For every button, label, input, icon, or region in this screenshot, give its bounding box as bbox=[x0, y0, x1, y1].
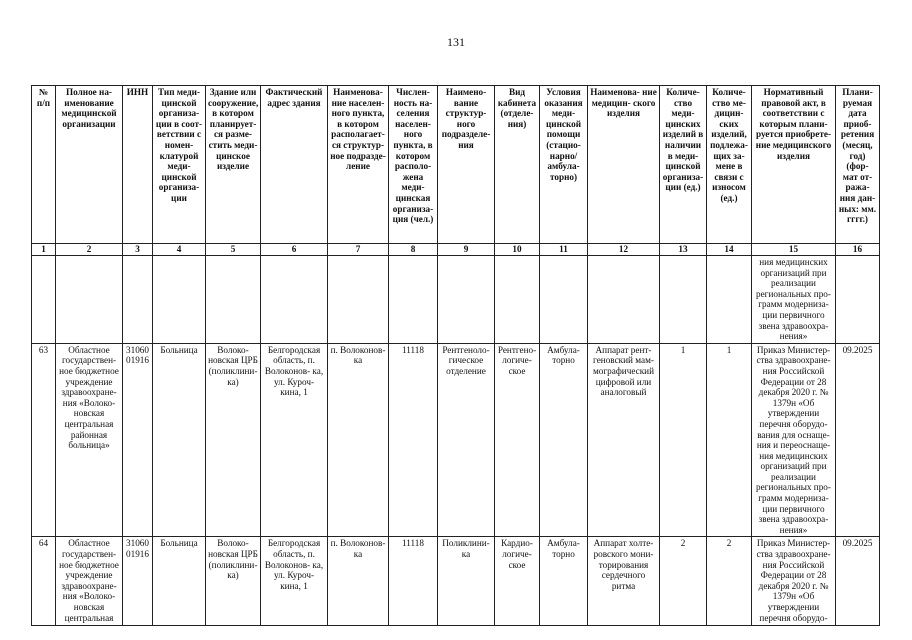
cabinet-cell: Кардио- логиче- ское bbox=[495, 537, 540, 626]
population-cell: 11118 bbox=[389, 537, 438, 626]
column-number: 1 bbox=[32, 244, 56, 256]
column-number: 4 bbox=[153, 244, 206, 256]
header-qty-available: Количе- ство меди- цинских изделий в наличии в меди- цинской организа- ции (ед.) bbox=[660, 86, 707, 244]
subdivision-cell: Рентгеноло- гическое отделение bbox=[438, 343, 495, 537]
legal-act-cell: Приказ Министер- ства здравоохране- ния Российской Федерации от 28 декабря 2020 г. № 1379н «Об утверждении перечня оборудо- bbox=[752, 537, 836, 626]
header-population: Числен- ность на- селения населен- ного пункта, в котором располо- жена меди- цинская организа- ция (чел.) bbox=[389, 86, 438, 244]
subdivision-cell: Поликлини- ка bbox=[438, 537, 495, 626]
inn-cell: 31060 01916 bbox=[123, 537, 153, 626]
conditions-cell: Амбула- торно bbox=[540, 343, 588, 537]
org-name-cell: Областное государствен- ное бюджетное учреждение здравоохране- ния «Волоко- новская центральная районная больница» bbox=[56, 343, 123, 537]
header-inn: ИНН bbox=[123, 86, 153, 244]
device-cell: Аппарат холте- ровского мони- торирования сердечного ритма bbox=[588, 537, 660, 626]
column-number: 5 bbox=[206, 244, 261, 256]
address-cell: Белгородская область, п. Волоконов- ка, ул. Куроч- кина, 1 bbox=[261, 343, 328, 537]
table-row bbox=[32, 537, 880, 626]
column-number: 6 bbox=[261, 244, 328, 256]
header-settlement: Наименова- ние населен- ного пункта, в котором располагает- ся структур- ное подразде- ление bbox=[328, 86, 389, 244]
inn-cell: 31060 01916 bbox=[123, 343, 153, 537]
column-number: 9 bbox=[438, 244, 495, 256]
header-subdivision: Наимено- вание структур- ного подразделе- ния bbox=[438, 86, 495, 244]
org-type-cell: Больница bbox=[153, 537, 206, 626]
building-cell: Волоко- новская ЦРБ (поликлини- ка) bbox=[206, 537, 261, 626]
row-num: 64 bbox=[32, 537, 56, 626]
column-number: 7 bbox=[328, 244, 389, 256]
column-number: 16 bbox=[836, 244, 880, 256]
legal-act-cell: Приказ Министер- ства здравоохране- ния Российской Федерации от 28 декабря 2020 г. № 1379н «Об утверждении перечня оборудо- вания для оснаще- ния и переоснаще- ния медицинских организаций при реализации региональных про- грамм модерниза- ции первичного звена здравоохра- нения» bbox=[752, 343, 836, 537]
header-num: № п/п bbox=[32, 86, 56, 244]
header-qty-replace: Количе- ство ме- дицин- ских изделий, подлежа- щих за- мене в связи с износом (ед.) bbox=[707, 86, 752, 244]
settlement-cell: п. Волоконов- ка bbox=[328, 537, 389, 626]
header-org-type: Тип меди- цинской организа- ции в соот- ветствии с номен- клатурой меди- цинской организа- ции bbox=[153, 86, 206, 244]
date-cell: 09.2025 bbox=[836, 537, 880, 626]
header-address: Фактический адрес здания bbox=[261, 86, 328, 244]
column-number-row bbox=[32, 244, 880, 256]
header-date: Плани- руемая дата приоб- ретения (месяц, год) (фор- мат от- ража- ния дан- ных: мм. гггг.) bbox=[836, 86, 880, 244]
column-number: 10 bbox=[495, 244, 540, 256]
header-row bbox=[32, 86, 880, 244]
continuation-legal-act: ния медицинских организаций при реализации региональных про- грамм модерниза- ции первичного звена здравоохра- нения» bbox=[752, 256, 836, 344]
column-number: 3 bbox=[123, 244, 153, 256]
table-row bbox=[32, 343, 880, 537]
header-device: Наименова- ние медицин- ского изделия bbox=[588, 86, 660, 244]
date-cell: 09.2025 bbox=[836, 343, 880, 537]
column-number: 8 bbox=[389, 244, 438, 256]
column-number: 14 bbox=[707, 244, 752, 256]
settlement-cell: п. Волоконов- ка bbox=[328, 343, 389, 537]
org-type-cell: Больница bbox=[153, 343, 206, 537]
device-cell: Аппарат рент- геновский мам- мографический цифровой или аналоговый bbox=[588, 343, 660, 537]
population-cell: 11118 bbox=[389, 343, 438, 537]
qty-replace-cell: 1 bbox=[707, 343, 752, 537]
qty-replace-cell: 2 bbox=[707, 537, 752, 626]
column-number: 12 bbox=[588, 244, 660, 256]
column-number: 13 bbox=[660, 244, 707, 256]
address-cell: Белгородская область, п. Волоконов- ка, ул. Куроч- кина, 1 bbox=[261, 537, 328, 626]
row-num: 63 bbox=[32, 343, 56, 537]
conditions-cell: Амбула- торно bbox=[540, 537, 588, 626]
continuation-row bbox=[32, 256, 880, 344]
header-building: Здание или сооружение, в котором планирует- ся разме- стить меди- цинское изделие bbox=[206, 86, 261, 244]
column-number: 11 bbox=[540, 244, 588, 256]
cabinet-cell: Рентгено- логиче- ское bbox=[495, 343, 540, 537]
equipment-table bbox=[31, 85, 880, 626]
header-conditions: Условия оказания меди- цинской помощи (стацио- нарно/ амбула- торно) bbox=[540, 86, 588, 244]
column-number: 15 bbox=[752, 244, 836, 256]
page-number: 131 bbox=[447, 35, 465, 49]
header-cabinet: Вид кабинета (отделе- ния) bbox=[495, 86, 540, 244]
header-org-name: Полное на- именование медицинской организации bbox=[56, 86, 123, 244]
building-cell: Волоко- новская ЦРБ (поликлини- ка) bbox=[206, 343, 261, 537]
column-number: 2 bbox=[56, 244, 123, 256]
header-legal-act: Нормативный правовой акт, в соответствии с которым плани- руется приобрете- ние медицинского изделия bbox=[752, 86, 836, 244]
qty-available-cell: 1 bbox=[660, 343, 707, 537]
org-name-cell: Областное государствен- ное бюджетное учреждение здравоохране- ния «Волоко- новская центральная bbox=[56, 537, 123, 626]
qty-available-cell: 2 bbox=[660, 537, 707, 626]
